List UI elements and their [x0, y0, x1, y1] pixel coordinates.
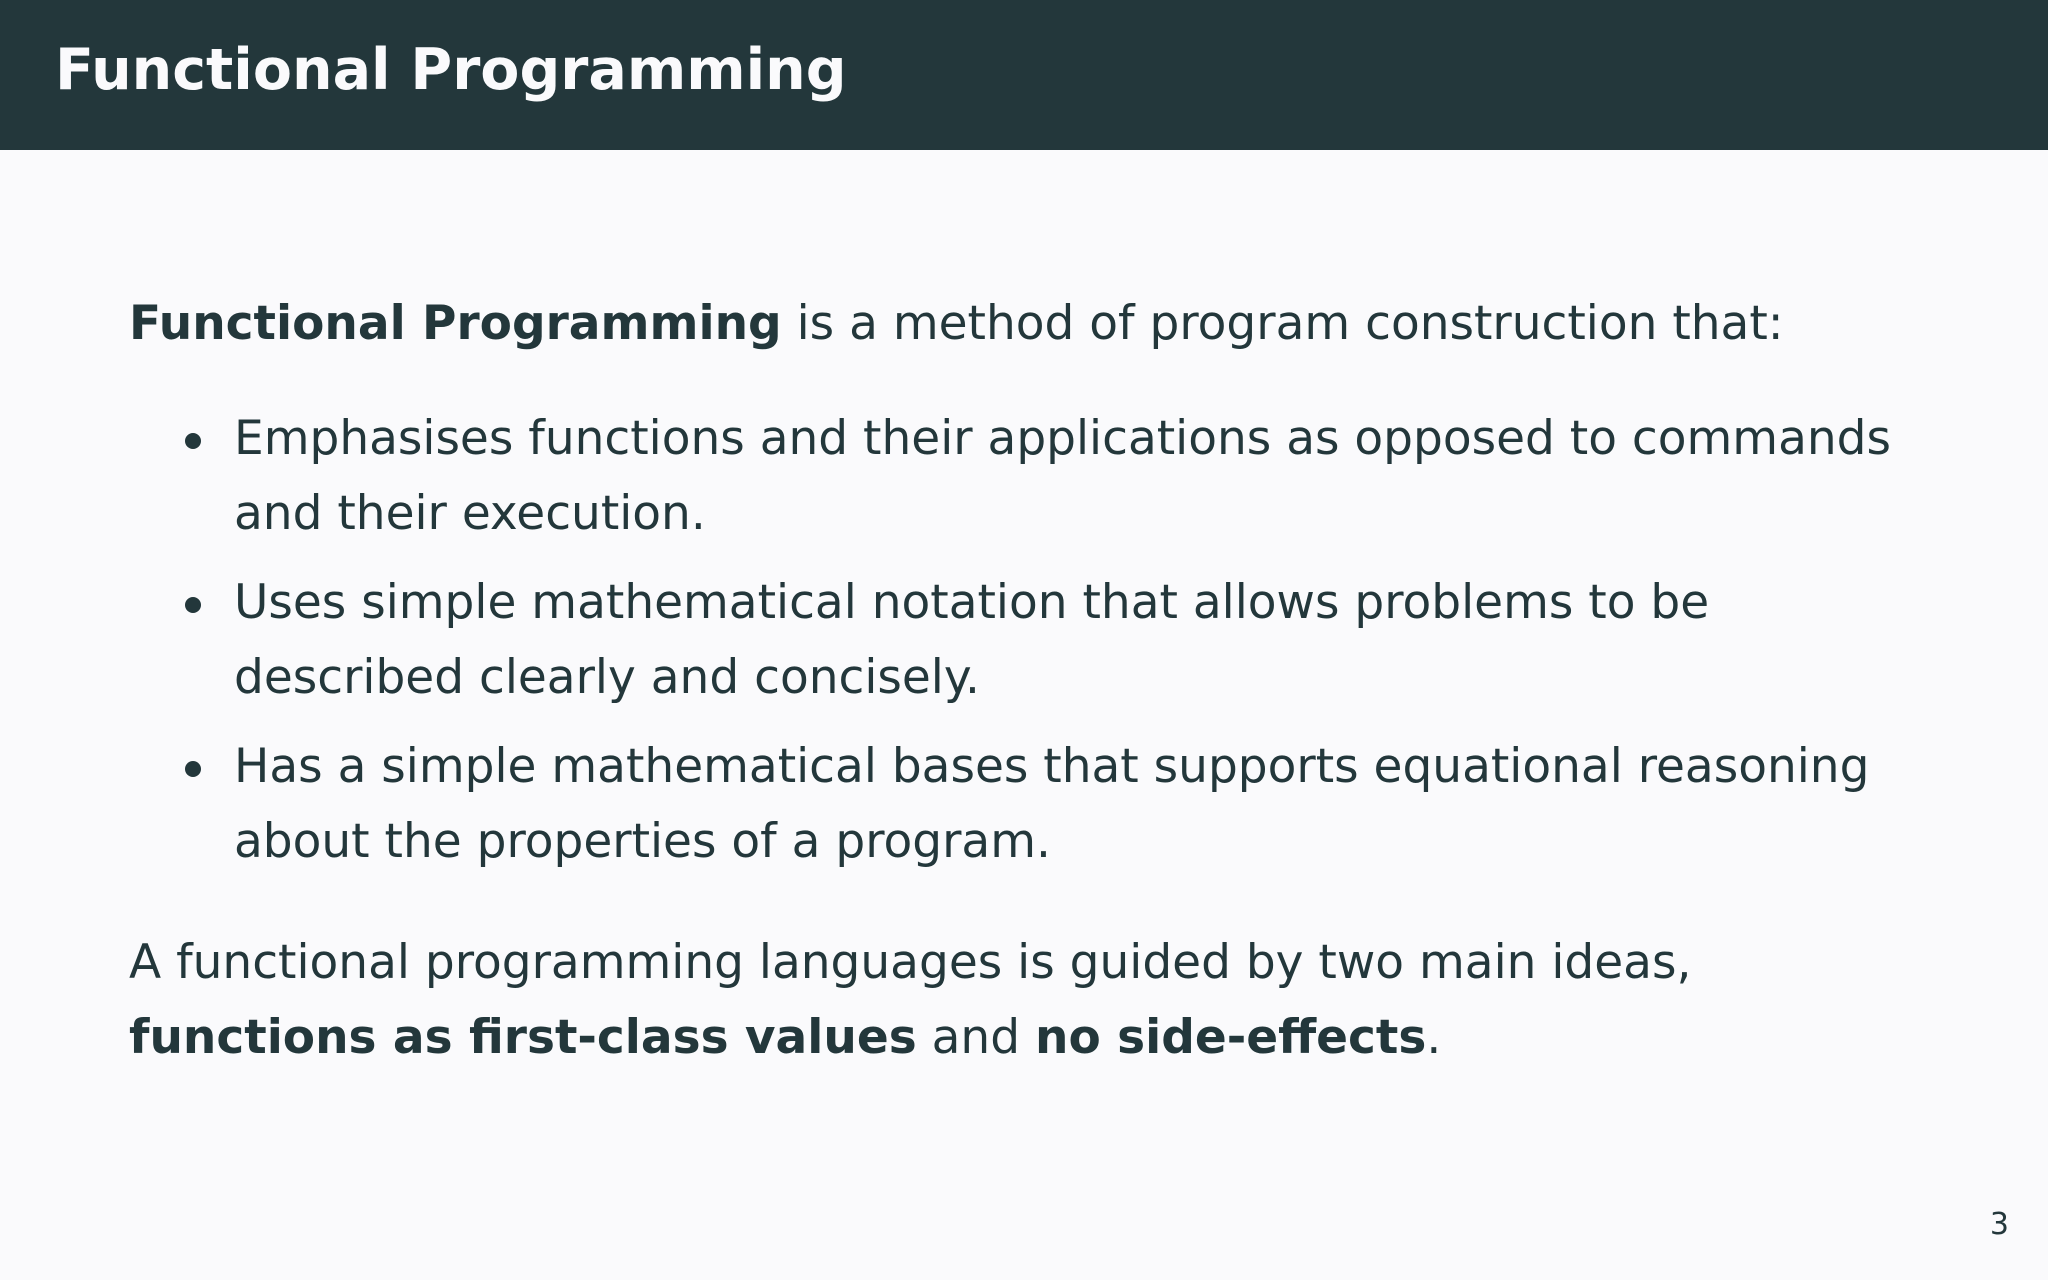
slide-body [129, 286, 1929, 1075]
bullet-item [129, 565, 1929, 715]
bullet-text: Uses simple mathematical notation that allows problems to be described clearly and concisely. [234, 575, 1710, 705]
bullet-icon [185, 761, 201, 777]
closing-idea-2: no side-effects [1035, 1010, 1427, 1065]
closing-lead: A functional programming languages is guided by two main ideas, [129, 935, 1692, 990]
bullet-text: Emphasises functions and their applications as opposed to commands and their execution. [234, 411, 1891, 541]
page-number: 3 [1989, 1207, 2009, 1242]
intro-paragraph [129, 286, 1929, 361]
bullet-icon [185, 597, 201, 613]
bullet-item [129, 729, 1929, 879]
intro-text: is a method of program construction that: [781, 296, 1784, 351]
closing-paragraph [129, 925, 1929, 1075]
bullet-text: Has a simple mathematical bases that supports equational reasoning about the properties of a program. [234, 739, 1870, 869]
bullet-list [129, 401, 1929, 879]
intro-term: Functional Programming [129, 296, 782, 351]
closing-end: . [1426, 1010, 1442, 1065]
closing-idea-1: functions as first-class values [129, 1010, 917, 1065]
closing-connector: and [916, 1010, 1035, 1065]
bullet-item [129, 401, 1929, 551]
slide-title: Functional Programming [55, 37, 847, 103]
bullet-icon [185, 433, 201, 449]
slide-header [0, 0, 2048, 150]
